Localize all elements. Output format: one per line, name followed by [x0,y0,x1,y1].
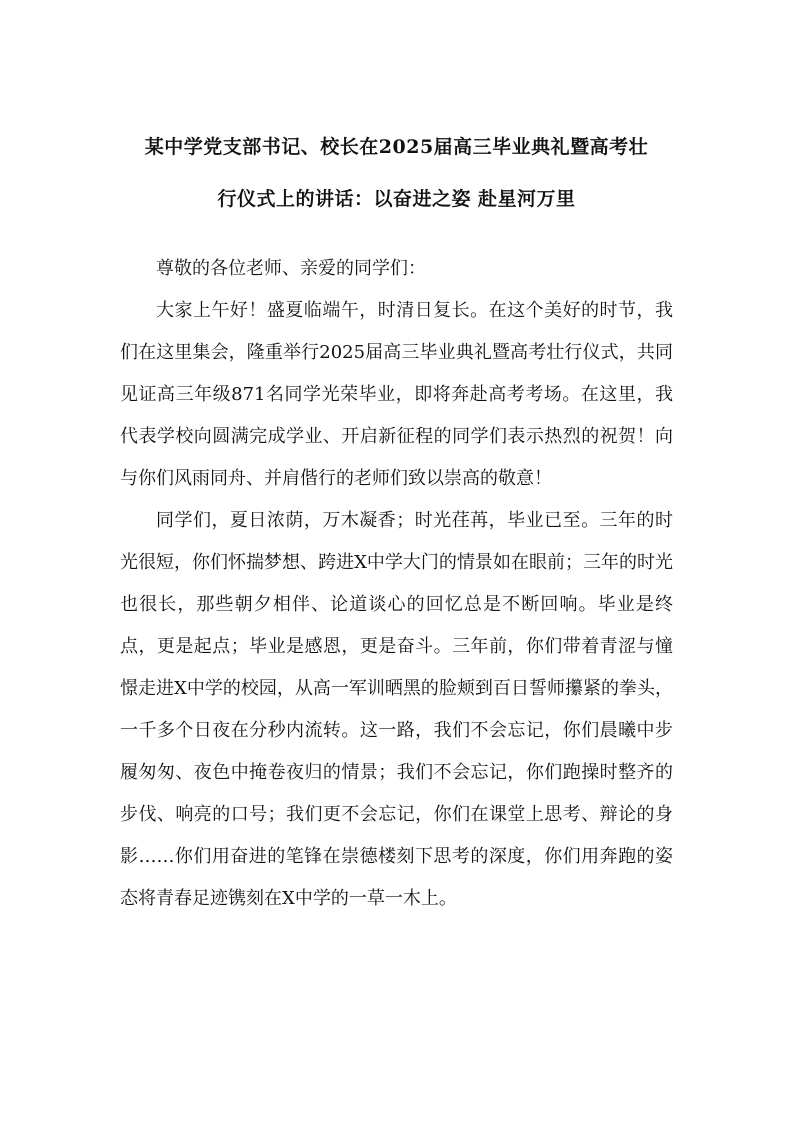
document-title-line-1: 某中学党支部书记、校长在2025届高三毕业典礼暨高考壮 [144,136,649,158]
document-body [120,248,673,920]
body-paragraph: 大家上午好！盛夏临端午，时清日复长。在这个美好的时节，我们在这里集会，隆重举行2025届高三毕业典礼暨高考壮行仪式，共同见证高三年级871名同学光荣毕业，即将奔赴高考考场。在这里，我代表学校向圆满完成学业、开启新征程的同学们表示热烈的祝贺！向与你们风雨同舟、并肩偕行的老师们致以崇高的敬意！ [120,300,673,489]
salutation-paragraph: 尊敬的各位老师、亲爱的同学们： [156,258,426,279]
document-title-line-2: 行仪式上的讲话：以奋进之姿 赴星河万里 [217,188,576,210]
body-paragraph: 同学们，夏日浓荫，万木凝香；时光荏苒，毕业已至。三年的时光很短，你们怀揣梦想、跨进X中学大门的情景如在眼前；三年的时光也很长，那些朝夕相伴、论道谈心的回忆总是不断回响。毕业是终点，更是起点；毕业是感恩，更是奋斗。三年前，你们带着青涩与憧憬走进X中学的校园，从高一军训晒黑的脸颊到百日誓师攥紧的拳头，一千多个日夜在分秒内流转。这一路，我们不会忘记，你们晨曦中步履匆匆、夜色中掩卷夜归的情景；我们不会忘记，你们跑操时整齐的步伐、响亮的口号；我们更不会忘记，你们在课堂上思考、辩论的身影……你们用奋进的笔锋在崇德楼刻下思考的深度，你们用奔跑的姿态将青春足迹镌刻在X中学的一草一木上。 [120,510,673,909]
